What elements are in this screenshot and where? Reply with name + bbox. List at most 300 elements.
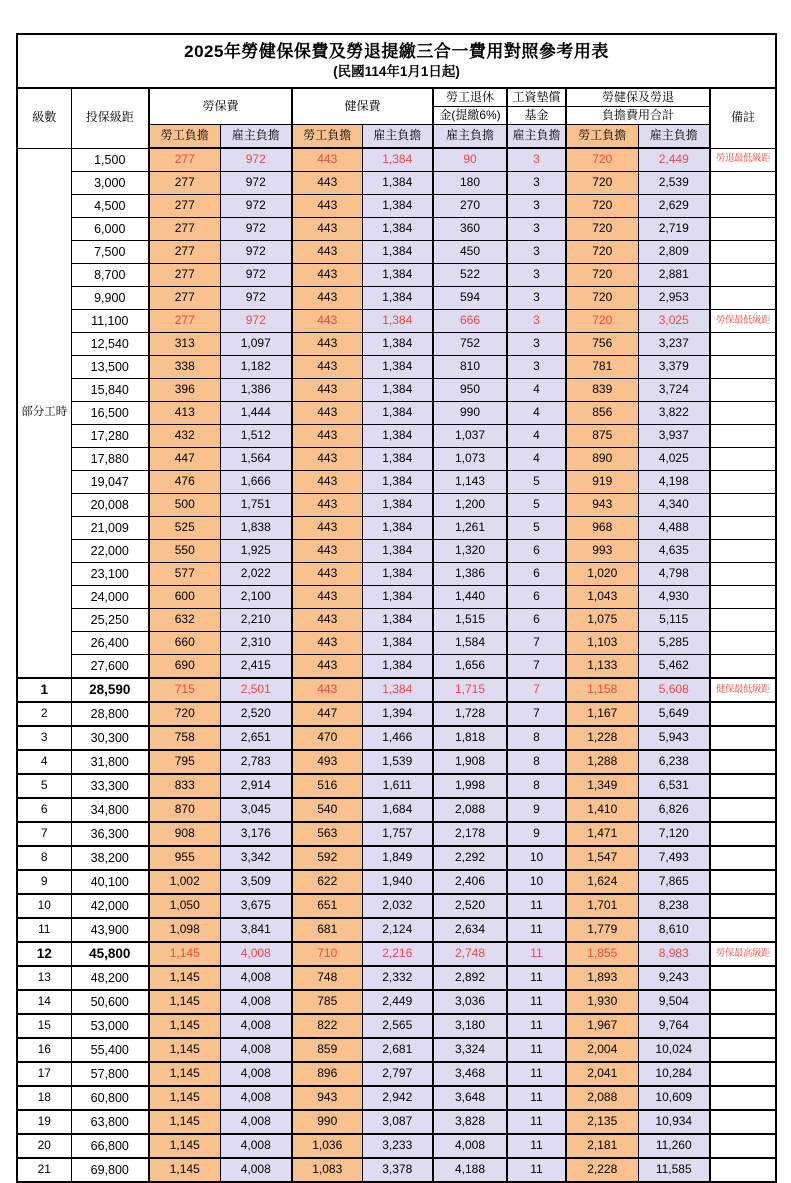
value-cell: 1,998	[433, 774, 507, 798]
note-cell: 勞保最高級距	[710, 942, 776, 966]
note-cell	[710, 218, 776, 241]
value-cell: 1,050	[149, 894, 220, 918]
value-cell: 870	[149, 798, 220, 822]
note-cell	[710, 702, 776, 726]
note-cell	[710, 471, 776, 494]
value-cell: 9	[507, 798, 566, 822]
bracket-cell: 48,200	[71, 966, 149, 990]
value-cell: 592	[292, 846, 362, 870]
value-cell: 443	[292, 287, 362, 310]
value-cell: 1,098	[149, 918, 220, 942]
value-cell: 1,925	[220, 540, 292, 563]
table-header	[17, 34, 776, 148]
value-cell: 3	[507, 264, 566, 287]
value-cell: 10,284	[638, 1062, 710, 1086]
table-row	[17, 609, 776, 632]
value-cell: 758	[149, 726, 220, 750]
note-cell	[710, 1038, 776, 1062]
bracket-cell: 23,100	[71, 563, 149, 586]
value-cell: 4,340	[638, 494, 710, 517]
value-cell: 943	[292, 1086, 362, 1110]
value-cell: 1,083	[292, 1158, 362, 1182]
value-cell: 1,145	[149, 1038, 220, 1062]
table-row	[17, 517, 776, 540]
table-row	[17, 942, 776, 966]
value-cell: 1,228	[566, 726, 638, 750]
value-cell: 3,468	[433, 1062, 507, 1086]
value-cell: 1,384	[362, 517, 433, 540]
bracket-cell: 27,600	[71, 655, 149, 679]
value-cell: 968	[566, 517, 638, 540]
note-cell	[710, 1110, 776, 1134]
value-cell: 1,564	[220, 448, 292, 471]
value-cell: 1,043	[566, 586, 638, 609]
value-cell: 990	[433, 402, 507, 425]
note-cell	[710, 402, 776, 425]
value-cell: 1,838	[220, 517, 292, 540]
value-cell: 1,515	[433, 609, 507, 632]
value-cell: 3	[507, 310, 566, 333]
value-cell: 9,243	[638, 966, 710, 990]
value-cell: 1,728	[433, 702, 507, 726]
level-cell: 18	[17, 1086, 71, 1110]
value-cell: 3	[507, 218, 566, 241]
value-cell: 3,180	[433, 1014, 507, 1038]
value-cell: 522	[433, 264, 507, 287]
value-cell: 3,233	[362, 1134, 433, 1158]
value-cell: 10	[507, 846, 566, 870]
value-cell: 1,384	[362, 448, 433, 471]
value-cell: 1,930	[566, 990, 638, 1014]
value-cell: 681	[292, 918, 362, 942]
value-cell: 622	[292, 870, 362, 894]
bracket-cell: 1,500	[71, 148, 149, 172]
value-cell: 4,635	[638, 540, 710, 563]
note-cell	[710, 774, 776, 798]
value-cell: 4,008	[220, 1110, 292, 1134]
title-row	[17, 34, 776, 88]
value-cell: 443	[292, 586, 362, 609]
value-cell: 781	[566, 356, 638, 379]
value-cell: 3,378	[362, 1158, 433, 1182]
value-cell: 3,822	[638, 402, 710, 425]
table-row	[17, 287, 776, 310]
level-cell: 21	[17, 1158, 71, 1182]
note-cell	[710, 540, 776, 563]
value-cell: 2,216	[362, 942, 433, 966]
note-cell	[710, 241, 776, 264]
value-cell: 8	[507, 774, 566, 798]
bracket-cell: 21,009	[71, 517, 149, 540]
note-cell	[710, 287, 776, 310]
value-cell: 1,145	[149, 1110, 220, 1134]
table-row	[17, 540, 776, 563]
value-cell: 972	[220, 264, 292, 287]
premium-reference-table	[16, 33, 777, 1183]
value-cell: 6,826	[638, 798, 710, 822]
header-wage-fund-employer-share: 雇主負擔	[507, 125, 566, 149]
value-cell: 7,865	[638, 870, 710, 894]
value-cell: 1,349	[566, 774, 638, 798]
value-cell: 666	[433, 310, 507, 333]
note-cell	[710, 1062, 776, 1086]
value-cell: 1,002	[149, 870, 220, 894]
table-row	[17, 356, 776, 379]
bracket-cell: 22,000	[71, 540, 149, 563]
level-cell: 6	[17, 798, 71, 822]
value-cell: 856	[566, 402, 638, 425]
value-cell: 4,008	[220, 942, 292, 966]
level-cell: 19	[17, 1110, 71, 1134]
value-cell: 90	[433, 148, 507, 172]
value-cell: 277	[149, 172, 220, 195]
value-cell: 7	[507, 632, 566, 655]
value-cell: 277	[149, 310, 220, 333]
value-cell: 443	[292, 448, 362, 471]
value-cell: 756	[566, 333, 638, 356]
level-cell: 4	[17, 750, 71, 774]
value-cell: 4,198	[638, 471, 710, 494]
bracket-cell: 43,900	[71, 918, 149, 942]
level-cell: 12	[17, 942, 71, 966]
value-cell: 4,025	[638, 448, 710, 471]
value-cell: 1,384	[362, 310, 433, 333]
value-cell: 1,073	[433, 448, 507, 471]
note-cell	[710, 195, 776, 218]
table-row	[17, 774, 776, 798]
note-cell: 勞保最低級距	[710, 310, 776, 333]
value-cell: 3,045	[220, 798, 292, 822]
value-cell: 2,178	[433, 822, 507, 846]
table-row	[17, 586, 776, 609]
value-cell: 3,675	[220, 894, 292, 918]
table-row	[17, 918, 776, 942]
bracket-cell: 30,300	[71, 726, 149, 750]
value-cell: 2,892	[433, 966, 507, 990]
level-cell: 14	[17, 990, 71, 1014]
note-cell	[710, 990, 776, 1014]
bracket-cell: 33,300	[71, 774, 149, 798]
bracket-cell: 17,880	[71, 448, 149, 471]
table-body	[17, 148, 776, 1182]
value-cell: 443	[292, 563, 362, 586]
value-cell: 1,145	[149, 1062, 220, 1086]
value-cell: 4,008	[220, 1014, 292, 1038]
header-wage-fund-line2: 基金	[507, 107, 566, 125]
value-cell: 277	[149, 218, 220, 241]
value-cell: 2,228	[566, 1158, 638, 1182]
value-cell: 720	[566, 310, 638, 333]
note-cell: 健保最低級距	[710, 678, 776, 702]
value-cell: 3,324	[433, 1038, 507, 1062]
value-cell: 5	[507, 517, 566, 540]
value-cell: 5,285	[638, 632, 710, 655]
value-cell: 443	[292, 379, 362, 402]
bracket-cell: 28,590	[71, 678, 149, 702]
value-cell: 9	[507, 822, 566, 846]
note-cell	[710, 726, 776, 750]
value-cell: 443	[292, 356, 362, 379]
note-cell	[710, 563, 776, 586]
value-cell: 1,624	[566, 870, 638, 894]
table-row	[17, 870, 776, 894]
note-cell	[710, 966, 776, 990]
page-subtitle: (民國114年1月1日起)	[333, 64, 460, 80]
value-cell: 3	[507, 356, 566, 379]
table-row	[17, 966, 776, 990]
value-cell: 11,260	[638, 1134, 710, 1158]
value-cell: 9,504	[638, 990, 710, 1014]
value-cell: 5,462	[638, 655, 710, 679]
header-labor-insurance: 勞保費	[149, 88, 292, 125]
value-cell: 8	[507, 726, 566, 750]
value-cell: 2,942	[362, 1086, 433, 1110]
value-cell: 4,008	[220, 1158, 292, 1182]
value-cell: 313	[149, 333, 220, 356]
value-cell: 8,610	[638, 918, 710, 942]
table-row	[17, 726, 776, 750]
value-cell: 1,384	[362, 195, 433, 218]
header-pension-line1: 勞工退休	[433, 88, 507, 107]
value-cell: 875	[566, 425, 638, 448]
value-cell: 2,415	[220, 655, 292, 679]
value-cell: 4,008	[220, 990, 292, 1014]
value-cell: 5	[507, 494, 566, 517]
level-cell: 10	[17, 894, 71, 918]
value-cell: 594	[433, 287, 507, 310]
note-cell	[710, 1134, 776, 1158]
value-cell: 1,384	[362, 172, 433, 195]
value-cell: 270	[433, 195, 507, 218]
level-cell: 16	[17, 1038, 71, 1062]
value-cell: 443	[292, 678, 362, 702]
value-cell: 6	[507, 540, 566, 563]
value-cell: 2,449	[638, 148, 710, 172]
note-cell	[710, 172, 776, 195]
value-cell: 1,384	[362, 586, 433, 609]
value-cell: 1,757	[362, 822, 433, 846]
value-cell: 2,651	[220, 726, 292, 750]
note-cell	[710, 750, 776, 774]
note-cell	[710, 655, 776, 679]
value-cell: 7	[507, 655, 566, 679]
value-cell: 11	[507, 966, 566, 990]
value-cell: 2,088	[566, 1086, 638, 1110]
bracket-cell: 50,600	[71, 990, 149, 1014]
value-cell: 4	[507, 448, 566, 471]
value-cell: 9,764	[638, 1014, 710, 1038]
value-cell: 8,983	[638, 942, 710, 966]
value-cell: 1,384	[362, 148, 433, 172]
value-cell: 11	[507, 1038, 566, 1062]
value-cell: 500	[149, 494, 220, 517]
value-cell: 1,656	[433, 655, 507, 679]
value-cell: 972	[220, 310, 292, 333]
level-cell: 13	[17, 966, 71, 990]
value-cell: 1,440	[433, 586, 507, 609]
value-cell: 3,342	[220, 846, 292, 870]
note-cell	[710, 333, 776, 356]
value-cell: 7	[507, 702, 566, 726]
value-cell: 4,798	[638, 563, 710, 586]
value-cell: 577	[149, 563, 220, 586]
bracket-cell: 28,800	[71, 702, 149, 726]
value-cell: 972	[220, 172, 292, 195]
value-cell: 1,097	[220, 333, 292, 356]
value-cell: 1,908	[433, 750, 507, 774]
level-cell: 15	[17, 1014, 71, 1038]
value-cell: 2,041	[566, 1062, 638, 1086]
bracket-cell: 60,800	[71, 1086, 149, 1110]
value-cell: 443	[292, 655, 362, 679]
value-cell: 1,684	[362, 798, 433, 822]
value-cell: 1,384	[362, 264, 433, 287]
value-cell: 752	[433, 333, 507, 356]
value-cell: 943	[566, 494, 638, 517]
bracket-cell: 69,800	[71, 1158, 149, 1182]
page-title: 2025年勞健保保費及勞退提繳三合一費用對照參考用表	[184, 42, 609, 62]
value-cell: 1,384	[362, 494, 433, 517]
table-row	[17, 333, 776, 356]
bracket-cell: 11,100	[71, 310, 149, 333]
value-cell: 3,176	[220, 822, 292, 846]
value-cell: 413	[149, 402, 220, 425]
level-cell: 17	[17, 1062, 71, 1086]
value-cell: 338	[149, 356, 220, 379]
table-row	[17, 172, 776, 195]
value-cell: 2,022	[220, 563, 292, 586]
note-cell	[710, 425, 776, 448]
bracket-cell: 25,250	[71, 609, 149, 632]
value-cell: 1,288	[566, 750, 638, 774]
value-cell: 1,145	[149, 1158, 220, 1182]
bracket-cell: 55,400	[71, 1038, 149, 1062]
header-health-insurance: 健保費	[292, 88, 433, 125]
value-cell: 3,087	[362, 1110, 433, 1134]
value-cell: 1,384	[362, 241, 433, 264]
header-total-employer-share: 雇主負擔	[638, 125, 710, 149]
value-cell: 470	[292, 726, 362, 750]
bracket-cell: 31,800	[71, 750, 149, 774]
value-cell: 2,629	[638, 195, 710, 218]
bracket-cell: 9,900	[71, 287, 149, 310]
bracket-cell: 24,000	[71, 586, 149, 609]
value-cell: 972	[220, 148, 292, 172]
value-cell: 972	[220, 218, 292, 241]
header-level: 級數	[17, 88, 71, 148]
value-cell: 1,320	[433, 540, 507, 563]
value-cell: 1,200	[433, 494, 507, 517]
bracket-cell: 36,300	[71, 822, 149, 846]
note-cell	[710, 918, 776, 942]
table-row	[17, 218, 776, 241]
note-cell	[710, 1158, 776, 1182]
value-cell: 525	[149, 517, 220, 540]
value-cell: 493	[292, 750, 362, 774]
value-cell: 1,075	[566, 609, 638, 632]
value-cell: 1,145	[149, 990, 220, 1014]
value-cell: 810	[433, 356, 507, 379]
value-cell: 4	[507, 402, 566, 425]
table-row	[17, 148, 776, 172]
bracket-cell: 3,000	[71, 172, 149, 195]
value-cell: 3,379	[638, 356, 710, 379]
value-cell: 443	[292, 148, 362, 172]
value-cell: 4,008	[220, 966, 292, 990]
value-cell: 1,893	[566, 966, 638, 990]
value-cell: 1,751	[220, 494, 292, 517]
value-cell: 7	[507, 678, 566, 702]
value-cell: 2,520	[220, 702, 292, 726]
value-cell: 1,410	[566, 798, 638, 822]
value-cell: 4,008	[220, 1038, 292, 1062]
table-row	[17, 678, 776, 702]
value-cell: 2,088	[433, 798, 507, 822]
value-cell: 1,145	[149, 1134, 220, 1158]
value-cell: 748	[292, 966, 362, 990]
header-bracket: 投保級距	[71, 88, 149, 148]
value-cell: 180	[433, 172, 507, 195]
value-cell: 432	[149, 425, 220, 448]
table-row	[17, 563, 776, 586]
header-note: 備註	[710, 88, 776, 148]
value-cell: 1,940	[362, 870, 433, 894]
table-title-cell	[17, 34, 776, 88]
value-cell: 443	[292, 172, 362, 195]
value-cell: 720	[566, 287, 638, 310]
value-cell: 447	[149, 448, 220, 471]
value-cell: 839	[566, 379, 638, 402]
header-total-line1: 勞健保及勞退	[566, 88, 710, 107]
bracket-cell: 34,800	[71, 798, 149, 822]
value-cell: 8	[507, 750, 566, 774]
value-cell: 1,384	[362, 379, 433, 402]
value-cell: 3	[507, 287, 566, 310]
value-cell: 11	[507, 1014, 566, 1038]
table-row	[17, 310, 776, 333]
value-cell: 1,145	[149, 942, 220, 966]
part-time-cell: 部分工時	[17, 148, 71, 678]
value-cell: 600	[149, 586, 220, 609]
value-cell: 3	[507, 241, 566, 264]
value-cell: 1,384	[362, 471, 433, 494]
note-cell	[710, 632, 776, 655]
value-cell: 11	[507, 1110, 566, 1134]
value-cell: 1,539	[362, 750, 433, 774]
table-row	[17, 264, 776, 287]
value-cell: 950	[433, 379, 507, 402]
header-group-row-1	[17, 88, 776, 107]
bracket-cell: 42,000	[71, 894, 149, 918]
note-cell	[710, 517, 776, 540]
value-cell: 1,611	[362, 774, 433, 798]
value-cell: 1,167	[566, 702, 638, 726]
note-cell	[710, 1014, 776, 1038]
table-row	[17, 1134, 776, 1158]
value-cell: 2,181	[566, 1134, 638, 1158]
level-cell: 5	[17, 774, 71, 798]
value-cell: 4,930	[638, 586, 710, 609]
level-cell: 2	[17, 702, 71, 726]
value-cell: 443	[292, 425, 362, 448]
value-cell: 10	[507, 870, 566, 894]
value-cell: 890	[566, 448, 638, 471]
value-cell: 1,384	[362, 356, 433, 379]
value-cell: 443	[292, 632, 362, 655]
value-cell: 2,310	[220, 632, 292, 655]
value-cell: 3,648	[433, 1086, 507, 1110]
bracket-cell: 17,280	[71, 425, 149, 448]
